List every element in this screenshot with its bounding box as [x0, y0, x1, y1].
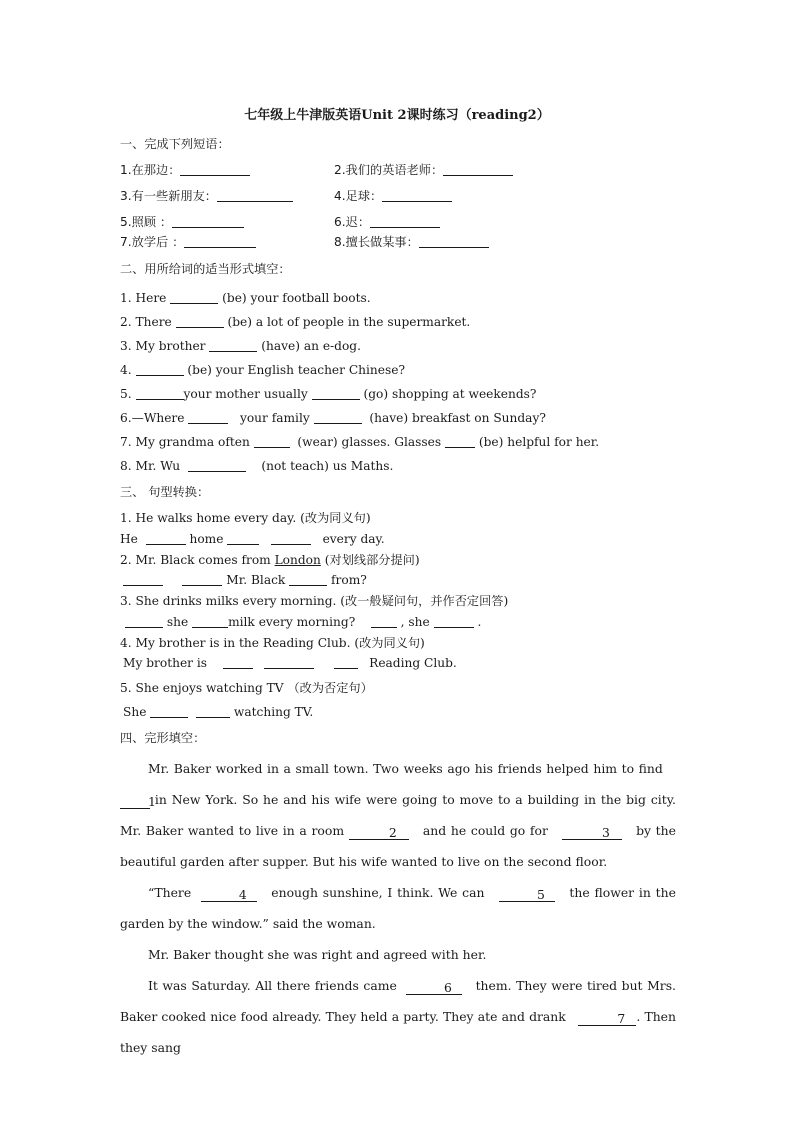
- answer-blank[interactable]: [314, 411, 362, 424]
- s2-q4-text-b: (be) your English teacher Chinese?: [187, 363, 405, 377]
- cloze-text: “There: [148, 885, 192, 900]
- cloze-blank-1[interactable]: [120, 794, 156, 809]
- cloze-paragraph-2: [120, 877, 676, 939]
- s1-q7-text: 7.放学后 ：: [120, 235, 185, 249]
- s2-q6-text-b: your family: [239, 411, 310, 425]
- cloze-text: It was Saturday. All there friends came: [148, 978, 397, 993]
- s1-q6-text: 6.迟：: [334, 215, 371, 229]
- s3-q3: 3. She drinks milks every morning. (改一般疑问句，并作否定回答): [120, 594, 509, 608]
- cloze-text: and he could go for: [422, 823, 548, 838]
- blank-number: 4: [238, 887, 247, 902]
- answer-blank[interactable]: [182, 573, 222, 586]
- answer-blank[interactable]: [371, 615, 397, 628]
- s3-q4-text-a: My brother is: [123, 656, 208, 670]
- s2-q6-text-a: 6.—Where: [120, 411, 185, 425]
- section-2-heading: 二、用所给词的适当形式填空：: [120, 262, 291, 276]
- answer-blank[interactable]: [180, 163, 250, 176]
- s1-q1-text: 1.在那边：: [120, 163, 181, 177]
- blank-number: 6: [443, 980, 452, 995]
- s3-q4: 4. My brother is in the Reading Club. (改为同义句): [120, 636, 425, 650]
- answer-blank[interactable]: [445, 435, 475, 448]
- s2-q5-text-a: 5.: [120, 387, 132, 401]
- s3-q2-text-d: from?: [331, 573, 367, 587]
- answer-blank[interactable]: [382, 189, 452, 202]
- answer-blank[interactable]: [271, 532, 311, 545]
- cloze-blank-7[interactable]: [578, 1013, 636, 1026]
- answer-blank[interactable]: [176, 315, 224, 328]
- s3-q5: 5. She enjoys watching TV （改为否定句）: [120, 681, 373, 695]
- s1-q4-text: 4.足球：: [334, 189, 383, 203]
- answer-blank[interactable]: [370, 215, 440, 228]
- s3-q1-text-a: He: [120, 532, 138, 546]
- s3-q2-text-a: 2. Mr. Black comes from: [120, 553, 271, 567]
- s2-q8-text-a: 8. Mr. Wu: [120, 459, 181, 473]
- s2-q7-text-a: 7. My grandma often: [120, 435, 250, 449]
- s2-q5: [120, 386, 536, 402]
- s3-q5-answer: [123, 704, 313, 720]
- s2-q1-text-a: 1. Here: [120, 291, 167, 305]
- cloze-blank-4[interactable]: [201, 889, 257, 902]
- cloze-blank-2[interactable]: [349, 827, 409, 840]
- s1-q7: [120, 234, 256, 250]
- underlined-word: London: [274, 553, 321, 567]
- s3-q2-answer: [123, 572, 367, 588]
- s2-q8-text-b: (not teach) us Maths.: [261, 459, 394, 473]
- answer-blank[interactable]: [125, 615, 163, 628]
- answer-blank[interactable]: [146, 532, 186, 545]
- s3-q3-answer: [125, 614, 481, 630]
- answer-blank[interactable]: [136, 363, 184, 376]
- answer-blank[interactable]: [123, 573, 163, 586]
- blank-number: 2: [388, 825, 397, 840]
- s1-q3: [120, 188, 293, 204]
- s2-q1-text-b: (be) your football boots.: [222, 291, 371, 305]
- answer-blank[interactable]: [227, 532, 259, 545]
- page-title: 七年级上牛津版英语Unit 2课时练习（reading2）: [244, 108, 550, 123]
- blank-number: 3: [602, 825, 610, 840]
- s1-q2-text: 2.我们的英语老师：: [334, 163, 444, 177]
- answer-blank[interactable]: [254, 435, 290, 448]
- s1-q8-text: 8.擅长做某事：: [334, 235, 419, 249]
- answer-blank[interactable]: [136, 387, 184, 400]
- s3-q2-text-b: (对划线部分提问): [324, 553, 420, 567]
- s3-q3-text-b: milk every morning?: [228, 615, 356, 629]
- s3-q2-text-c: Mr. Black: [226, 573, 286, 587]
- answer-blank[interactable]: [196, 705, 230, 718]
- answer-blank[interactable]: [443, 163, 513, 176]
- s3-q4-answer: [123, 655, 457, 671]
- cloze-text: Mr. Baker thought she was right and agreed with her.: [148, 947, 487, 962]
- cloze-paragraph-1: [120, 753, 676, 877]
- answer-blank[interactable]: [188, 411, 228, 424]
- s3-q2: [120, 552, 420, 568]
- s2-q3-text-b: (have) an e-dog.: [261, 339, 361, 353]
- s2-q2-text-b: (be) a lot of people in the supermarket.: [227, 315, 471, 329]
- s1-q2: [334, 162, 513, 178]
- blank-number: 1: [148, 794, 156, 809]
- blank-number: 5: [537, 887, 545, 902]
- cloze-text: Mr. Baker worked in a small town. Two weeks ago his friends helped him to find: [148, 761, 663, 776]
- cloze-text: the flower in the garden by the window.” said the woman.: [120, 885, 676, 931]
- s1-q5: [120, 214, 244, 230]
- s2-q3: [120, 338, 361, 354]
- answer-blank[interactable]: [209, 339, 257, 352]
- s2-q5-text-c: (go) shopping at weekends?: [363, 387, 537, 401]
- s1-q6: [334, 214, 440, 230]
- answer-blank[interactable]: [289, 573, 327, 586]
- section-1-heading: 一、完成下列短语：: [120, 137, 230, 151]
- answer-blank[interactable]: [434, 615, 474, 628]
- section-3-heading: 三、 句型转换：: [120, 485, 210, 499]
- cloze-text: enough sunshine, I think. We can: [271, 885, 485, 900]
- s3-q3-text-d: .: [477, 615, 482, 629]
- s3-q5-text-b: watching TV.: [233, 705, 314, 719]
- answer-blank[interactable]: [188, 459, 246, 472]
- s2-q3-text-a: 3. My brother: [120, 339, 206, 353]
- s2-q5-text-b: your mother usually: [183, 387, 308, 401]
- s2-q4-text-a: 4.: [120, 363, 132, 377]
- s3-q5-text-a: She: [123, 705, 147, 719]
- s3-q1: 1. He walks home every day. (改为同义句): [120, 511, 371, 525]
- answer-blank[interactable]: [223, 656, 253, 669]
- answer-blank[interactable]: [172, 215, 244, 228]
- cloze-paragraph-4: [120, 970, 676, 1063]
- cloze-blank-5[interactable]: [499, 889, 555, 902]
- s2-q7-text-c: (be) helpful for her.: [478, 435, 600, 449]
- answer-blank[interactable]: [170, 291, 218, 304]
- cloze-blank-6[interactable]: [406, 982, 462, 995]
- cloze-paragraph-3: [120, 939, 676, 970]
- cloze-text: by the beautiful garden after supper. But his wife wanted to live on the second floor.: [120, 823, 676, 869]
- answer-blank[interactable]: [264, 656, 314, 669]
- cloze-blank-3[interactable]: [562, 827, 622, 840]
- s1-q8: [334, 234, 489, 250]
- cloze-text: in New York. So he and his wife were going to move to a building in the big city. Mr. Baker wanted to live in a room: [120, 792, 676, 838]
- s3-q1-answer: [120, 531, 385, 547]
- s1-q5-text: 5.照顾 ：: [120, 215, 173, 229]
- answer-blank[interactable]: [312, 387, 360, 400]
- answer-blank[interactable]: [150, 705, 188, 718]
- s3-q4-text-b: Reading Club.: [369, 656, 457, 670]
- s2-q1: [120, 290, 371, 306]
- answer-blank[interactable]: [192, 615, 228, 628]
- answer-blank[interactable]: [184, 235, 256, 248]
- s3-q3-text-a: she: [166, 615, 189, 629]
- s2-q2: [120, 314, 470, 330]
- s1-q4: [334, 188, 452, 204]
- answer-blank[interactable]: [334, 656, 358, 669]
- s3-q1-text-c: every day.: [322, 532, 385, 546]
- s2-q6: [120, 410, 546, 426]
- blank-number: 7: [617, 1011, 626, 1026]
- s2-q8: [120, 458, 393, 474]
- s1-q1: [120, 162, 250, 178]
- s2-q6-text-c: (have) breakfast on Sunday?: [369, 411, 546, 425]
- cloze-text: them. They were tired but Mrs. Baker cooked nice food already. They held a party. They ate and drank: [120, 978, 676, 1024]
- s2-q2-text-a: 2. There: [120, 315, 172, 329]
- section-4-heading: 四、完形填空：: [120, 731, 206, 745]
- s2-q7-text-b: (wear) glasses. Glasses: [297, 435, 442, 449]
- s1-q3-text: 3.有一些新朋友：: [120, 189, 217, 203]
- s3-q1-text-b: home: [189, 532, 224, 546]
- answer-blank[interactable]: [217, 189, 293, 202]
- cloze-text: . Then they sang: [120, 1009, 676, 1055]
- answer-blank[interactable]: [419, 235, 489, 248]
- s2-q4: [120, 362, 405, 378]
- s2-q7: [120, 434, 599, 450]
- s3-q3-text-c: , she: [400, 615, 430, 629]
